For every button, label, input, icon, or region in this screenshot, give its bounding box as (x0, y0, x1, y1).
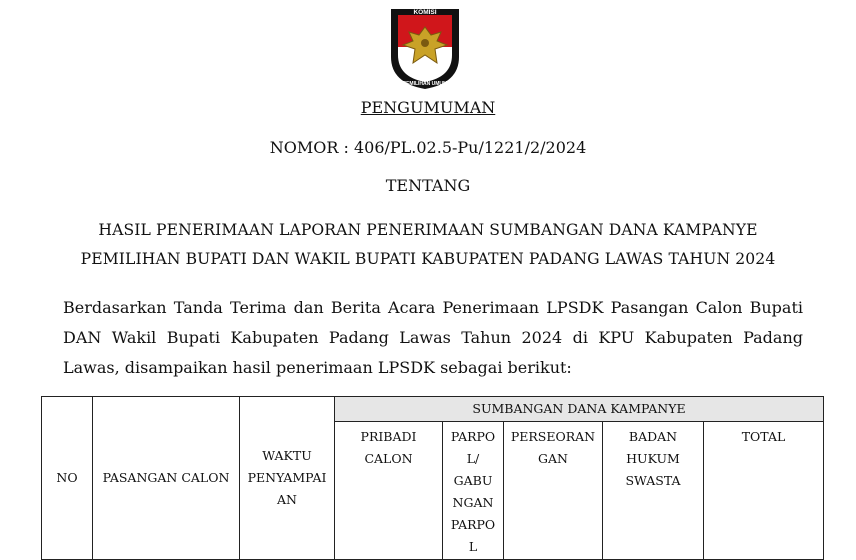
header-pribadi-line-1: PRIBADI (360, 429, 417, 444)
lpsdk-table (41, 396, 824, 560)
header-badan-line-3: SWASTA (625, 473, 681, 488)
intro-paragraph: Berdasarkan Tanda Terima dan Berita Acara Penerimaan LPSDK Pasangan Calon Bupati DAN Wakil Bupati Kabupaten Padang Lawas Tahun 2024 di KPU Kabupaten Padang Lawas, disampaikan hasil penerimaan LPSDK sebagai berikut: (63, 298, 803, 377)
header-parpol-line-5: PARPO (450, 517, 496, 532)
header-waktu-line-1: WAKTU (262, 448, 312, 463)
document-number: NOMOR : 406/PL.02.5-Pu/1221/2/2024 (269, 138, 587, 157)
header-total: TOTAL (704, 422, 824, 560)
header-parpol-line-6: L (468, 539, 478, 554)
subject-line-1: HASIL PENERIMAAN LAPORAN PENERIMAAN SUMBANGAN DANA KAMPANYE (98, 221, 758, 239)
header-perseorangan-line-2: GAN (538, 451, 568, 466)
header-perseorangan-line-1: PERSEORAN (510, 429, 596, 444)
header-waktu-penyampaian (240, 397, 335, 560)
header-parpol (443, 422, 504, 560)
header-pasangan-calon: PASANGAN CALON (93, 397, 240, 560)
header-sumbangan-dana-kampanye: SUMBANGAN DANA KAMPANYE (335, 397, 824, 422)
header-pribadi-calon (335, 422, 443, 560)
kpu-logo-icon (385, 5, 465, 91)
header-badan-line-2: HUKUM (626, 451, 680, 466)
header-badan-line-1: BADAN (628, 429, 678, 444)
logo-text-top: KOMISI (413, 9, 437, 16)
header-parpol-line-3: GABU (453, 473, 493, 488)
header-parpol-line-4: NGAN (452, 495, 494, 510)
header-no: NO (42, 397, 93, 560)
header-waktu-line-2: PENYAMPAI (247, 470, 327, 485)
logo-text-bottom: PEMILIHAN UMUM (402, 81, 448, 87)
header-pribadi-line-2: CALON (364, 451, 413, 466)
header-badan-hukum-swasta (603, 422, 704, 560)
header-waktu-line-3: AN (277, 492, 297, 507)
header-parpol-line-1: PARPO (450, 429, 496, 444)
page-title: PENGUMUMAN (360, 98, 496, 117)
tentang-label: TENTANG (385, 176, 471, 195)
header-parpol-line-2: L/ (466, 451, 480, 466)
header-perseorangan (504, 422, 603, 560)
subject-line-2: PEMILIHAN BUPATI DAN WAKIL BUPATI KABUPATEN PADANG LAWAS TAHUN 2024 (80, 250, 776, 268)
